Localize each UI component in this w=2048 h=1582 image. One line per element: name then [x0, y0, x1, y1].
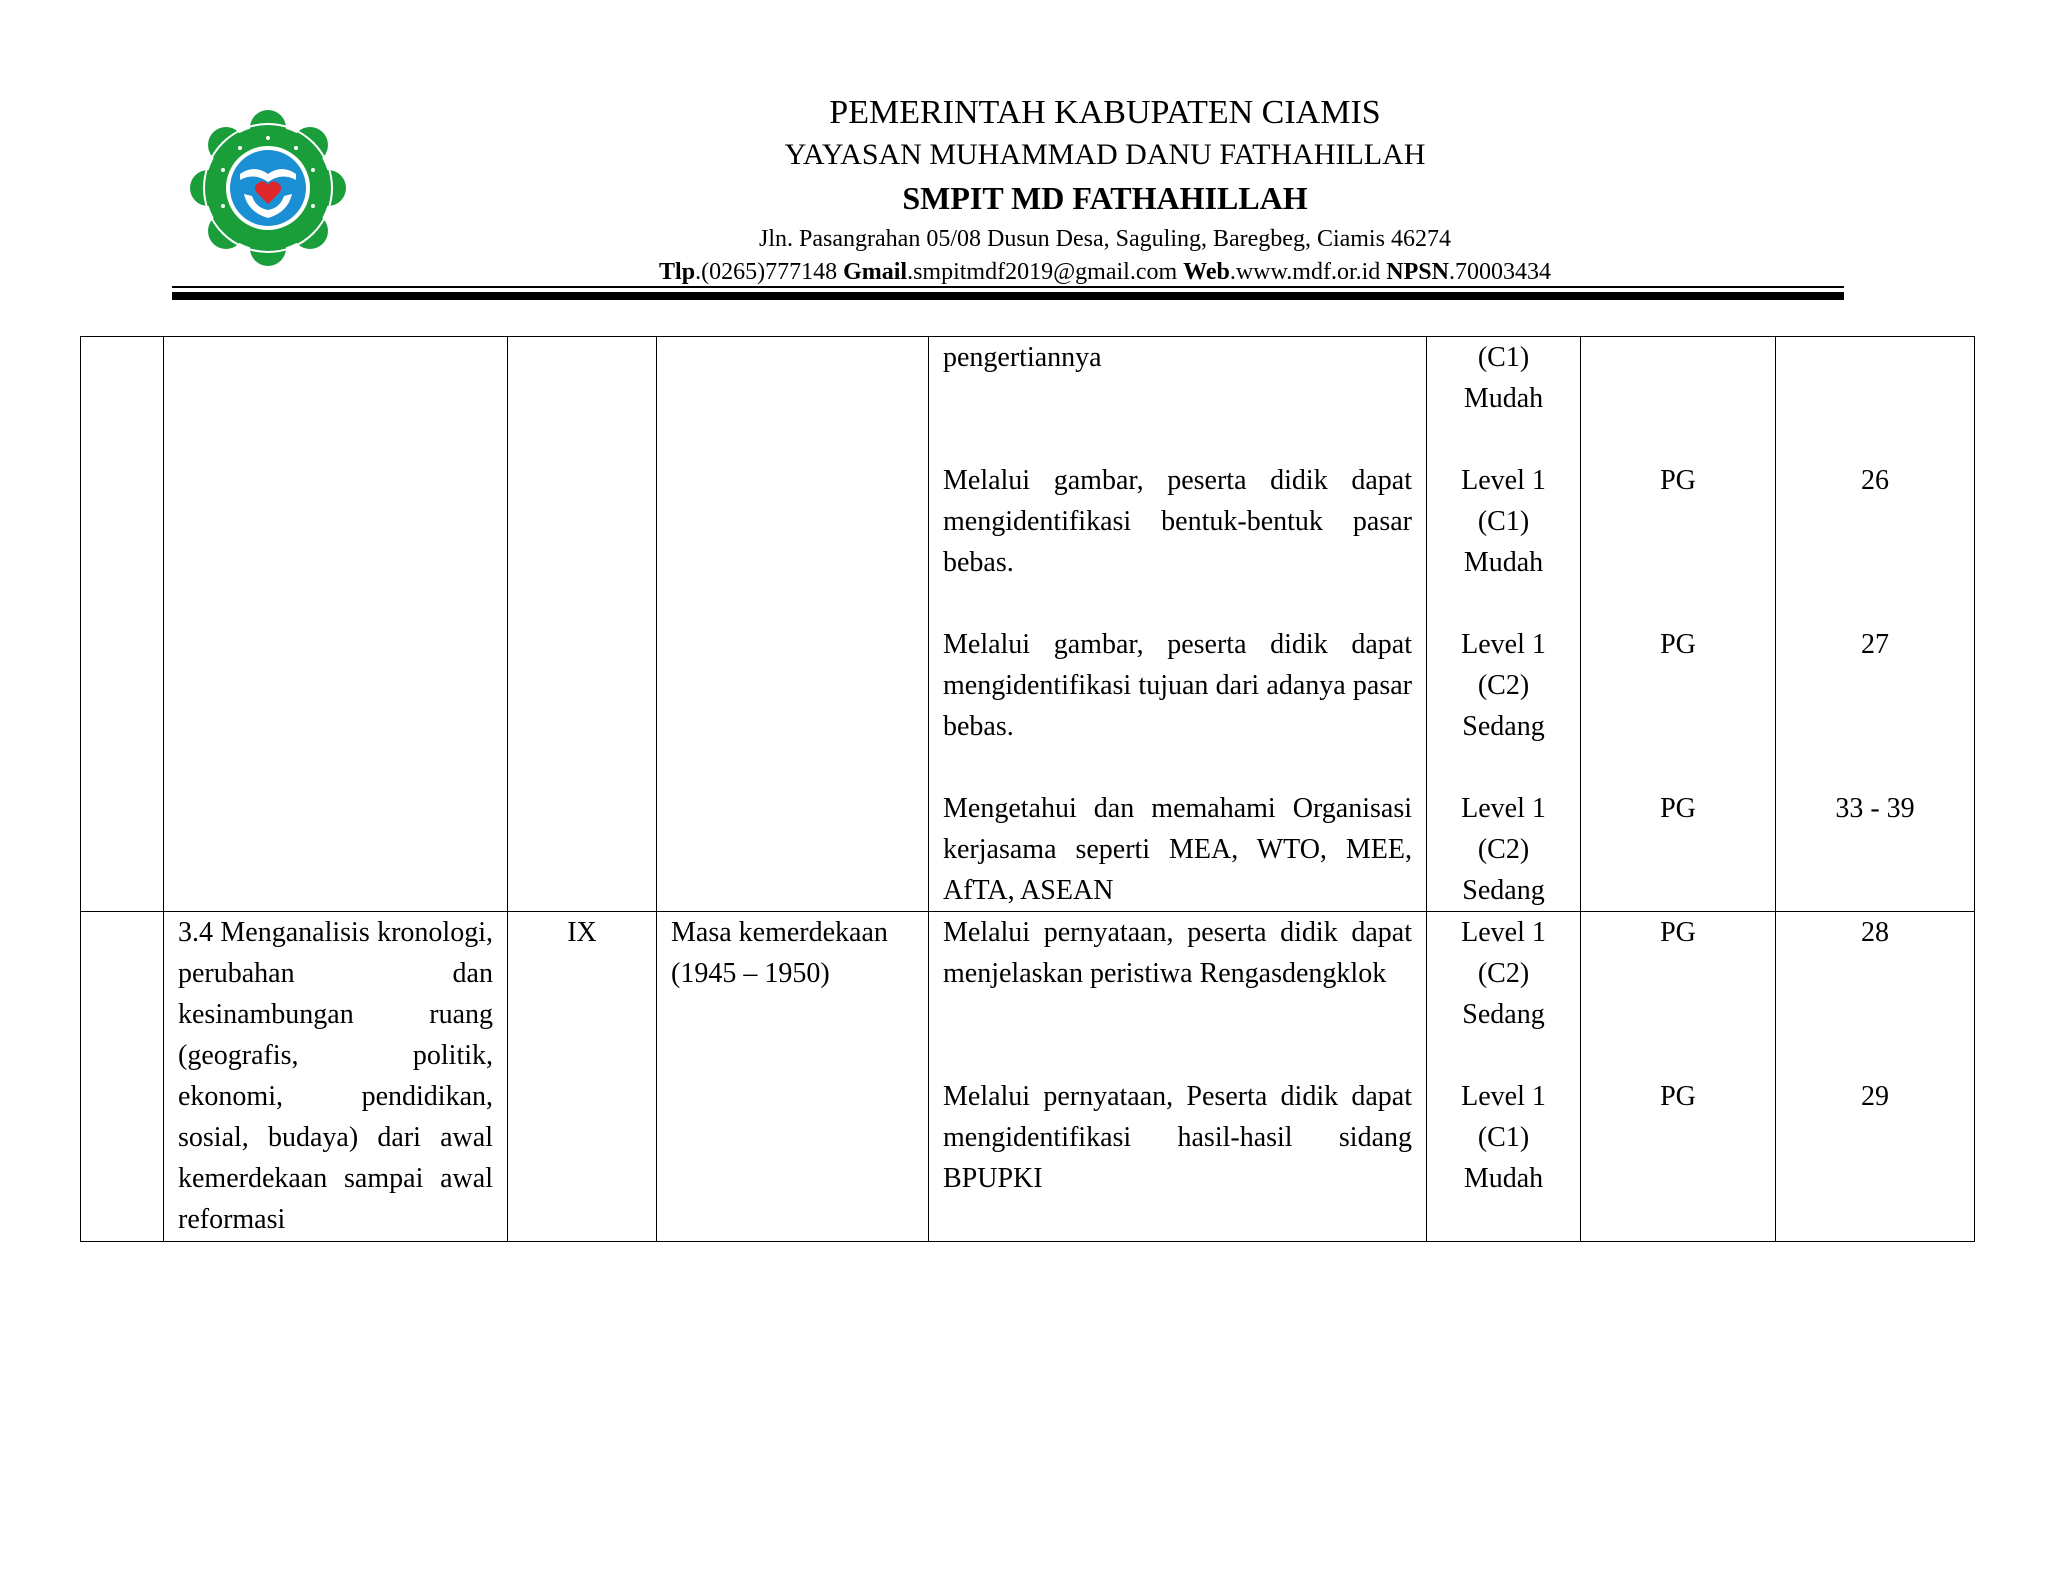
- web-label: Web: [1183, 259, 1230, 285]
- level-difficulty: Sedang: [1462, 999, 1545, 1030]
- web-value: .www.mdf.or.id: [1229, 259, 1387, 285]
- level-label: Level 1: [1461, 629, 1546, 660]
- indicator-text: Melalui gambar, peserta didik dapat mengidentifikasi bentuk-bentuk pasar bebas.: [943, 465, 1412, 578]
- school-contact: [540, 256, 1670, 288]
- nomor-text: 27: [1861, 629, 1889, 660]
- level-difficulty: Mudah: [1463, 1163, 1544, 1194]
- table-row: [81, 337, 1975, 912]
- kd-cell: 3.4 Menganalisis kronologi, perubahan dan kesinambungan ruang (geografis, politik, ekonomi, pendidikan, sosial, budaya) dari awal kemerdekaan sampai awal reformasi: [164, 912, 508, 1242]
- no-cell: [81, 337, 164, 912]
- level-cognitive: (C1): [1477, 342, 1530, 373]
- bentuk-text: PG: [1660, 793, 1696, 824]
- level-cell: [1427, 912, 1581, 1242]
- bentuk-cell: [1581, 337, 1776, 912]
- bentuk-text: PG: [1660, 917, 1696, 948]
- indicator-text: Mengetahui dan memahami Organisasi kerjasama seperti MEA, WTO, MEE, AfTA, ASEAN: [943, 793, 1412, 906]
- nomor-text: [1790, 337, 1960, 419]
- nomor-text: 33 - 39: [1835, 793, 1915, 824]
- bentuk-cell: [1581, 912, 1776, 1242]
- npsn-value: .70003434: [1448, 259, 1551, 285]
- level-cognitive: (C2): [1477, 670, 1530, 701]
- nomor-cell: [1776, 912, 1975, 1242]
- header-divider-thick: [172, 292, 1844, 300]
- level-difficulty: Mudah: [1463, 547, 1544, 578]
- no-cell: [81, 912, 164, 1242]
- level-cell: [1427, 337, 1581, 912]
- level-cognitive: (C1): [1477, 1122, 1530, 1153]
- level-group: [1441, 460, 1566, 583]
- level-group: [1441, 624, 1566, 747]
- level-cognitive: (C2): [1477, 958, 1530, 989]
- level-group: [1441, 788, 1566, 911]
- header-divider-thin: [172, 286, 1844, 288]
- level-difficulty: Mudah: [1463, 383, 1544, 414]
- tlp-value: .(0265)777148: [695, 259, 844, 285]
- indicator-cell: [929, 912, 1427, 1242]
- indicator-text: Melalui gambar, peserta didik dapat mengidentifikasi tujuan dari adanya pasar bebas.: [943, 629, 1412, 742]
- gmail-label: Gmail: [843, 259, 908, 285]
- level-cognitive: (C1): [1477, 506, 1530, 537]
- level-cognitive: (C2): [1477, 834, 1530, 865]
- materi-cell: Masa kemerdekaan (1945 – 1950): [657, 912, 929, 1242]
- kelas-cell: [508, 337, 657, 912]
- level-group: [1441, 337, 1566, 419]
- kelas-cell: IX: [508, 912, 657, 1242]
- bentuk-text: PG: [1660, 465, 1696, 496]
- indicator-text: Melalui pernyataan, peserta didik dapat menjelaskan peristiwa Rengasdengklok: [943, 917, 1412, 989]
- school-address: Jln. Pasangrahan 05/08 Dusun Desa, Saguling, Baregbeg, Ciamis 46274: [759, 226, 1451, 252]
- materi-cell: [657, 337, 929, 912]
- level-group: [1441, 1076, 1566, 1199]
- level-group: [1441, 912, 1566, 1035]
- bentuk-text: PG: [1660, 629, 1696, 660]
- foundation-name: YAYASAN MUHAMMAD DANU FATHAHILLAH: [784, 138, 1426, 171]
- level-label: Level 1: [1461, 1081, 1546, 1112]
- bentuk-text: [1595, 337, 1761, 419]
- level-label: Level 1: [1461, 917, 1546, 948]
- level-difficulty: Sedang: [1462, 875, 1545, 906]
- indicator-text: Melalui pernyataan, Peserta didik dapat mengidentifikasi hasil-hasil sidang BPUPKI: [943, 1081, 1412, 1194]
- nomor-cell: [1776, 337, 1975, 912]
- school-name: SMPIT MD FATHAHILLAH: [902, 180, 1308, 216]
- letterhead: [540, 90, 1670, 288]
- indicator-text: pengertiannya: [943, 342, 1102, 373]
- table-row: [81, 912, 1975, 1242]
- nomor-text: 28: [1861, 917, 1889, 948]
- npsn-label: NPSN: [1386, 259, 1449, 285]
- tlp-label: Tlp: [659, 259, 696, 285]
- indicator-cell: [929, 337, 1427, 912]
- gmail-value: .smpitmdf2019@gmail.com: [907, 259, 1184, 285]
- bentuk-text: PG: [1660, 1081, 1696, 1112]
- question-grid-table: [80, 336, 1975, 1242]
- level-difficulty: Sedang: [1462, 711, 1545, 742]
- nomor-text: 26: [1861, 465, 1889, 496]
- government-name: PEMERINTAH KABUPATEN CIAMIS: [829, 94, 1381, 131]
- level-label: Level 1: [1461, 465, 1546, 496]
- school-logo: [188, 108, 348, 268]
- kd-cell: [164, 337, 508, 912]
- level-label: Level 1: [1461, 793, 1546, 824]
- school-emblem-icon: [188, 108, 348, 268]
- nomor-text: 29: [1861, 1081, 1889, 1112]
